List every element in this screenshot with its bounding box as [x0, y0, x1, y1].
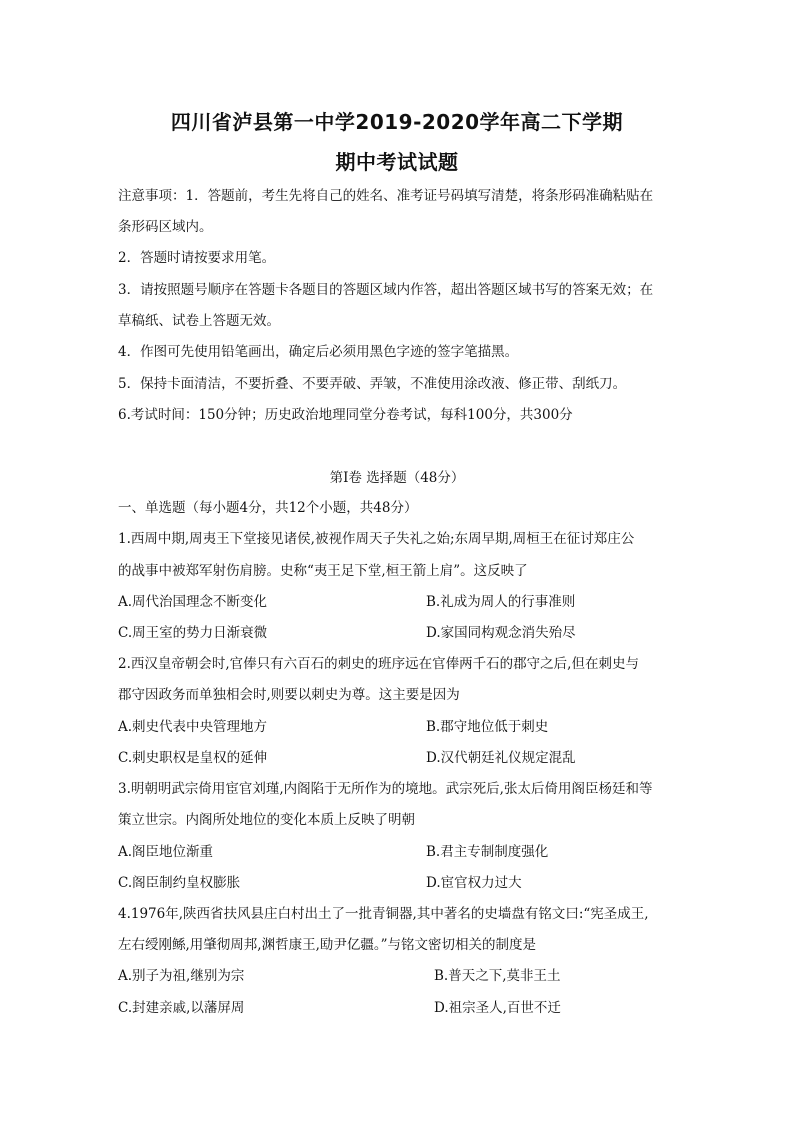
question-3-option-c: C.阁臣制约皇权膨胀: [118, 875, 241, 891]
question-2-option-d: D.汉代朝廷礼仪规定混乱: [426, 750, 576, 766]
question-1-option-b: B.礼成为周人的行事准则: [426, 594, 576, 610]
question-1-option-a: A.周代治国理念不断变化: [118, 594, 268, 610]
question-1-line-1: 1.西周中期,周夷王下堂接见诸侯,被视作周天子失礼之始;东周早期,周桓王在征讨郑庄公: [118, 531, 635, 547]
notes-line: 4．作图可先使用铅笔画出，确定后必须用黑色字迹的签字笔描黑。: [118, 344, 519, 360]
question-3-line-2: 策立世宗。内阁所处地位的变化本质上反映了明朝: [118, 812, 415, 828]
question-4-option-b: B.普天之下,莫非王土: [434, 968, 561, 984]
notes-line: 2．答题时请按要求用笔。: [118, 250, 276, 266]
notes-line: 3．请按照题号顺序在答题卡各题目的答题区域内作答，超出答题区域书写的答案无效；在: [118, 282, 654, 298]
exam-subtitle: 期中考试试题: [335, 150, 459, 174]
question-2-option-a: A.刺史代表中央管理地方: [118, 719, 268, 735]
question-4-option-c: C.封建亲戚,以藩屏周: [118, 1000, 245, 1016]
question-3-option-a: A.阁臣地位渐重: [118, 844, 214, 860]
exam-title: 四川省泸县第一中学2019-2020学年高二下学期: [170, 110, 624, 134]
question-4-option-d: D.祖宗圣人,百世不迁: [434, 1000, 561, 1016]
question-2-line-1: 2.西汉皇帝朝会时,官俸只有六百石的刺史的班序远在官俸两千石的郡守之后,但在刺史与: [118, 656, 639, 672]
notes-line: 草稿纸、试卷上答题无效。: [118, 313, 280, 329]
question-2-option-b: B.郡守地位低于刺史: [426, 719, 549, 735]
question-2-line-2: 郡守因政务而单独相会时,则要以刺史为尊。这主要是因为: [118, 687, 460, 703]
question-4-option-a: A.别子为祖,继别为宗: [118, 968, 245, 984]
question-1-line-2: 的战事中被郑军射伤肩膀。史称“夷王足下堂,桓王箭上肩”。这反映了: [118, 563, 528, 579]
question-2-option-c: C.刺史职权是皇权的延伸: [118, 750, 268, 766]
question-3-option-d: D.宦官权力过大: [426, 875, 522, 891]
notes-line: 6.考试时间：150分钟；历史政治地理同堂分卷考试，每科100分，共300分: [118, 407, 573, 423]
question-1-option-c: C.周王室的势力日渐衰微: [118, 625, 268, 641]
question-4-line-1: 4.1976年,陕西省扶风县庄白村出土了一批青铜器,其中著名的史墙盘有铭文曰:“宪圣成王,: [118, 906, 649, 922]
question-4-line-2: 左右绶刚鲧,用肇彻周邦,渊哲康王,劻尹亿疆。”与铭文密切相关的制度是: [118, 937, 537, 953]
question-1-option-d: D.家国同构观念消失殆尽: [426, 625, 576, 641]
question-3-option-b: B.君主专制制度强化: [426, 844, 549, 860]
notes-line: 条形码区域内。: [118, 219, 213, 235]
question-3-line-1: 3.明朝明武宗倚用宦官刘瑾,内阁陷于无所作为的境地。武宗死后,张太后倚用阁臣杨廷和等: [118, 781, 653, 797]
section-title: 第Ⅰ卷 选择题（48分）: [329, 470, 465, 486]
notes-line: 注意事项：1．答题前，考生先将自己的姓名、准考证号码填写清楚，将条形码准确粘贴在: [118, 188, 654, 204]
section-intro: 一、单选题（每小题4分，共12个小题，共48分）: [118, 500, 418, 516]
notes-line: 5．保持卡面清洁，不要折叠、不要弄破、弄皱，不准使用涂改液、修正带、刮纸刀。: [118, 376, 627, 392]
